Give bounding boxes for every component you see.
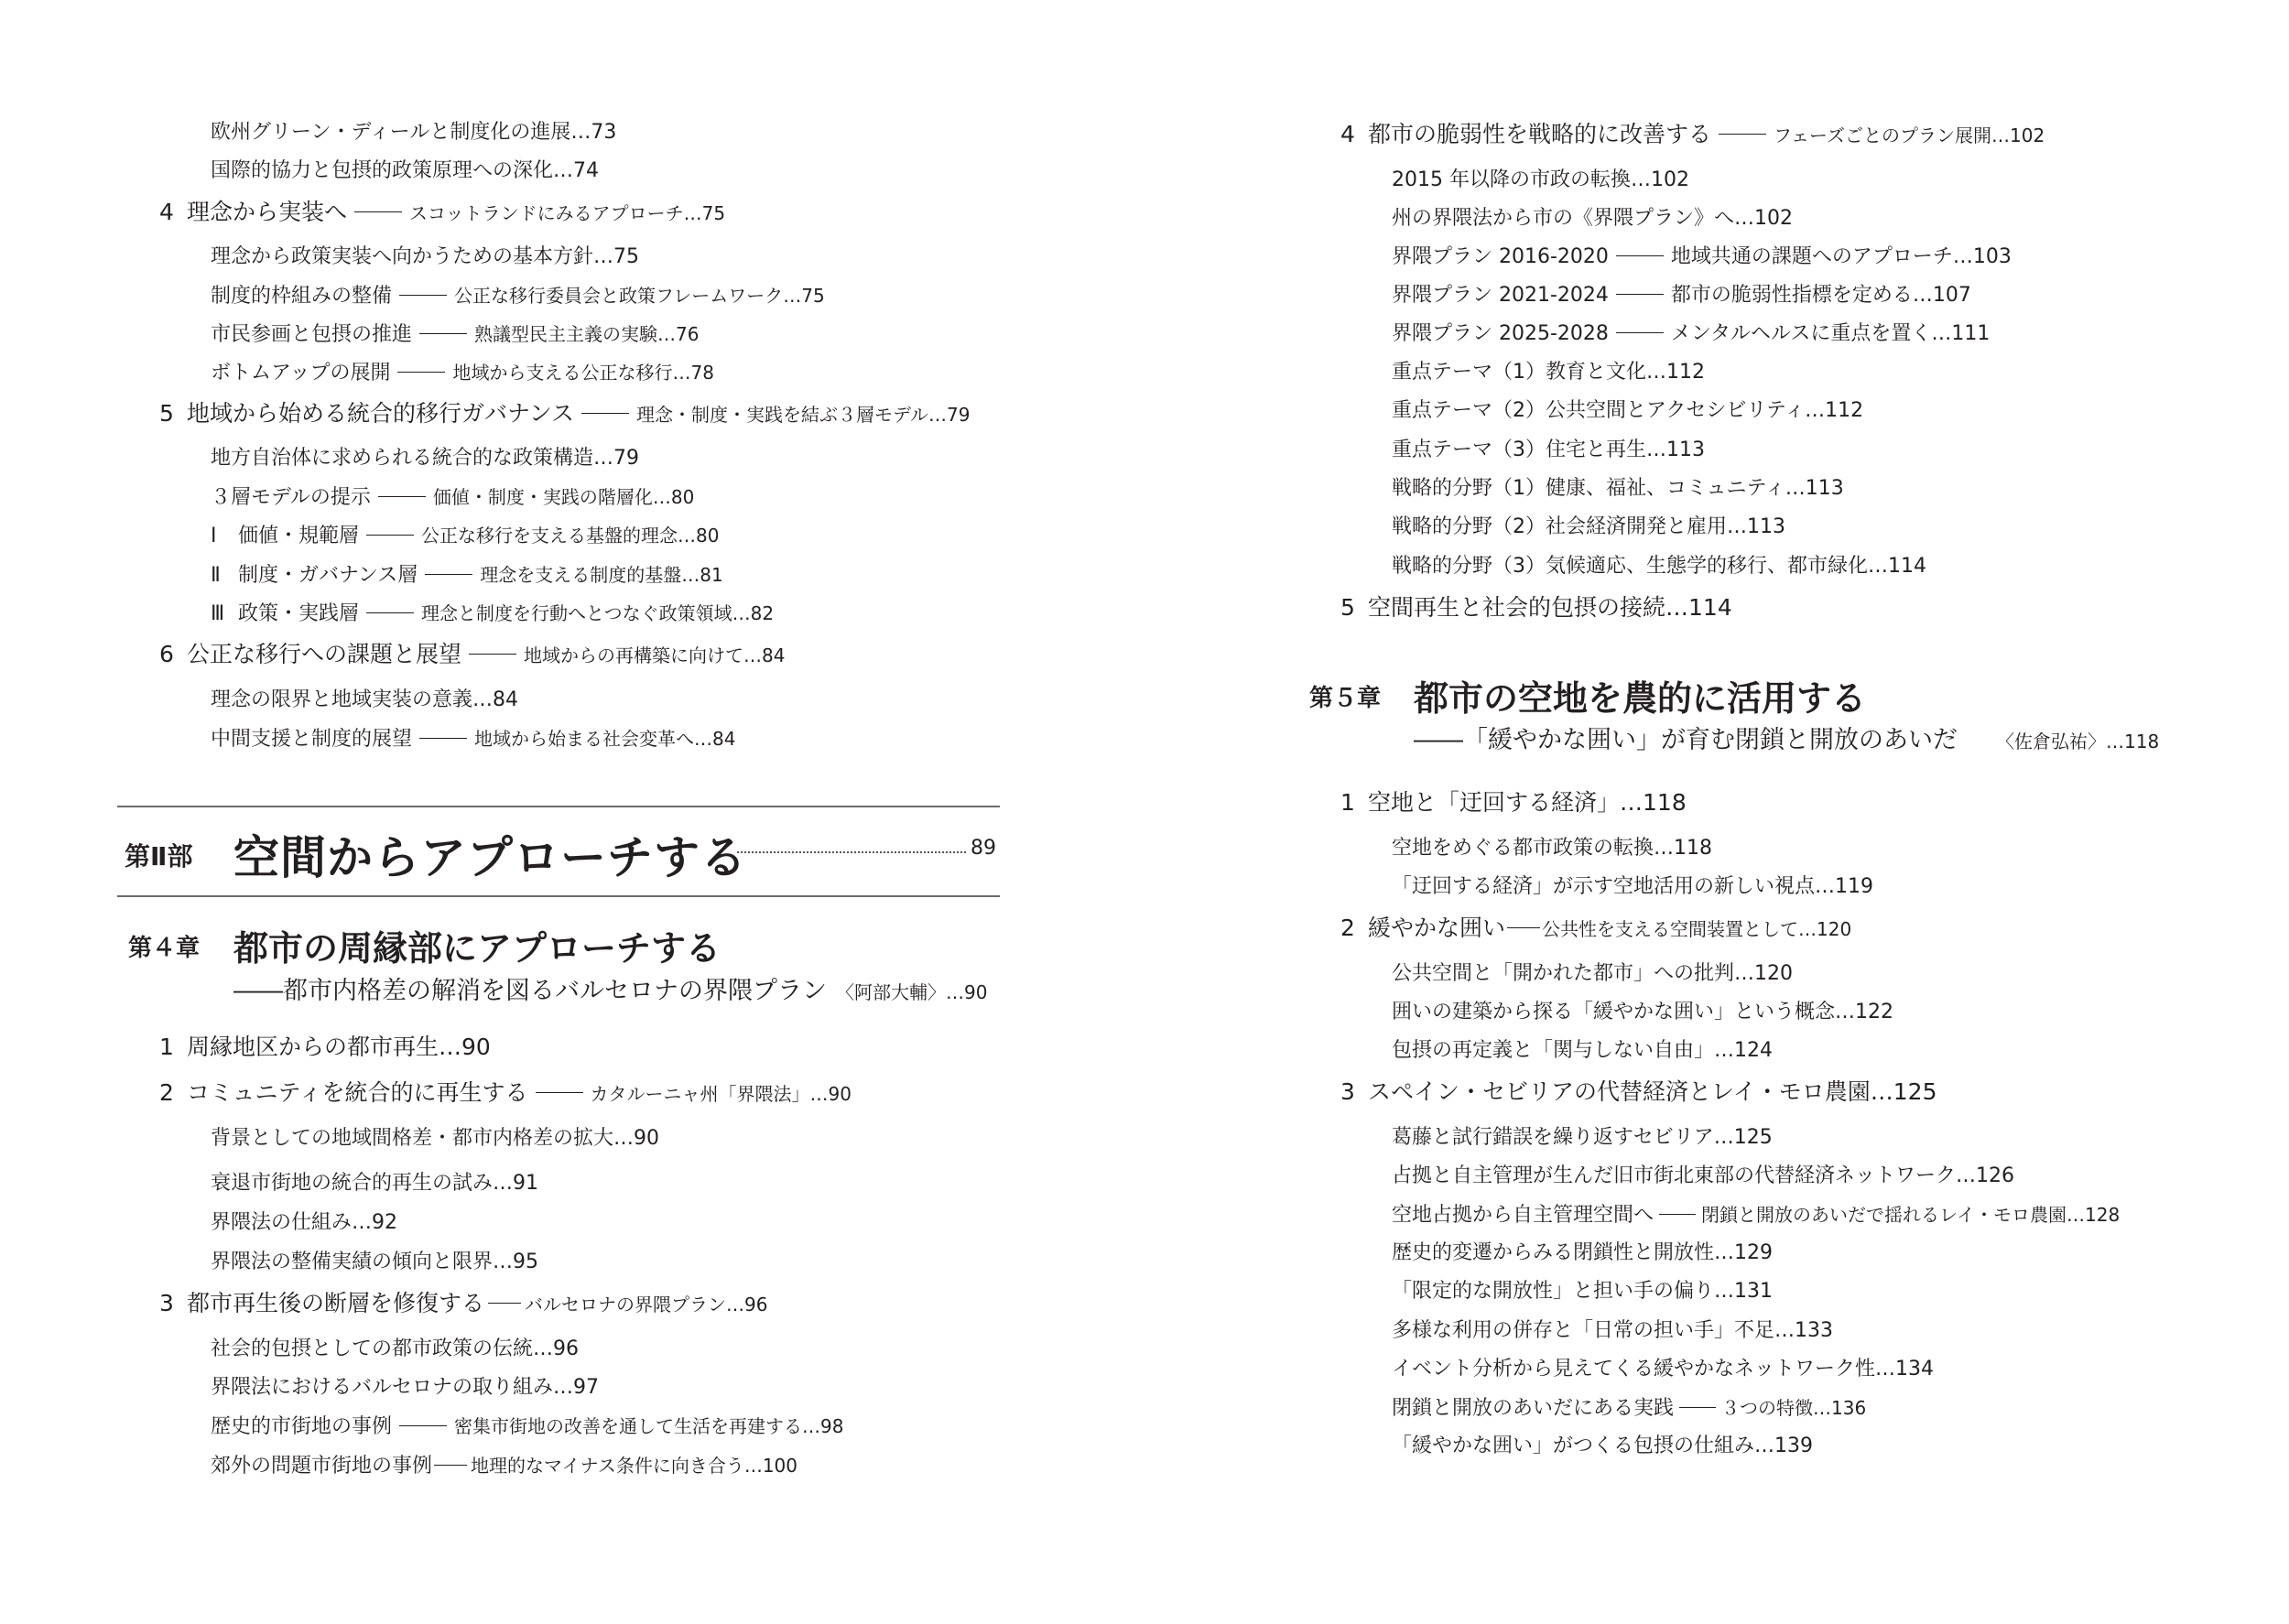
toc-item[interactable]: 界隈プラン 2021-2024 都市の脆弱性指標を定める…107 xyxy=(1392,284,1971,307)
toc-item[interactable]: 重点テーマ（1）教育と文化…112 xyxy=(1392,361,1705,384)
chapter-label: 第５章 xyxy=(1309,685,1382,712)
toc-item[interactable]: 衰退市街地の統合的再生の試み…91 xyxy=(211,1172,538,1195)
toc-item[interactable]: 占拠と自主管理が生んだ旧市街北東部の代替経済ネットワーク…126 xyxy=(1392,1164,2014,1187)
toc-item[interactable]: 社会的包摂としての都市政策の伝統…96 xyxy=(211,1337,579,1360)
toc-item[interactable]: 空地占拠から自主管理空間へ 閉鎖と開放のあいだで揺れるレイ・モロ農園…128 xyxy=(1392,1204,2121,1227)
em-dash xyxy=(397,372,445,373)
em-dash xyxy=(434,1465,467,1466)
part-rule-bottom xyxy=(117,895,1000,897)
em-dash xyxy=(1616,255,1664,256)
toc-item[interactable]: 重点テーマ（2）公共空間とアクセシビリティ…112 xyxy=(1392,399,1864,422)
part-title[interactable]: 空間からアプローチする xyxy=(233,831,747,884)
toc-item[interactable]: 州の界隈法から市の《界隈プラン》へ…102 xyxy=(1392,207,1793,230)
em-dash xyxy=(399,1425,447,1426)
part-rule-top xyxy=(117,806,1000,807)
chapter-subtitle: ――「緩やかな囲い」が育む閉鎖と開放のあいだ 〈佐倉弘祐〉…118 xyxy=(1414,726,2160,754)
toc-item[interactable]: Ⅰ 価値・規範層 公正な移行を支える基盤的理念…80 xyxy=(211,525,720,547)
em-dash xyxy=(1659,1214,1696,1215)
toc-item[interactable]: 背景としての地域間格差・都市内格差の拡大…90 xyxy=(211,1127,659,1150)
part-page: 89 xyxy=(971,837,996,860)
toc-item[interactable]: イベント分析から見えてくる緩やかなネットワーク性…134 xyxy=(1392,1358,1934,1380)
em-dash xyxy=(419,333,467,334)
em-dash xyxy=(581,413,629,414)
toc-item[interactable]: 界隈法の仕組み…92 xyxy=(211,1211,397,1234)
toc-item[interactable]: 歴史的変遷からみる閉鎖性と開放性…129 xyxy=(1392,1241,1773,1264)
em-dash xyxy=(1616,332,1664,333)
toc-section[interactable]: 1 周縁地区からの都市再生…90 xyxy=(159,1034,491,1060)
em-dash xyxy=(366,535,414,536)
toc-item[interactable]: 囲いの建築から探る「緩やかな囲い」という概念…122 xyxy=(1392,1001,1893,1023)
toc-section[interactable]: 5 空間再生と社会的包摂の接続…114 xyxy=(1340,594,1732,621)
toc-section[interactable]: 6 公正な移行への課題と展望 地域からの再構築に向けて…84 xyxy=(159,641,786,667)
leader-dots xyxy=(737,851,966,853)
toc-item[interactable]: 「緩やかな囲い」がつくる包摂の仕組み…139 xyxy=(1392,1435,1813,1457)
toc-section[interactable]: 4 理念から実装へ スコットランドにみるアプローチ…75 xyxy=(159,199,726,225)
toc-section[interactable]: 5 地域から始める統合的移行ガバナンス 理念・制度・実践を結ぶ３層モデル…79 xyxy=(159,400,971,427)
toc-item[interactable]: 中間支援と制度的展望 地域から始まる社会変革へ…84 xyxy=(211,728,736,751)
toc-item[interactable]: 欧州グリーン・ディールと制度化の進展…73 xyxy=(211,121,617,144)
toc-item[interactable]: 地方自治体に求められる統合的な政策構造…79 xyxy=(211,447,639,470)
toc-item[interactable]: Ⅱ 制度・ガバナンス層 理念を支える制度的基盤…81 xyxy=(211,564,723,587)
toc-item[interactable]: 空地をめぐる都市政策の転換…118 xyxy=(1392,837,1712,860)
chapter-author: 〈阿部大輔〉 xyxy=(836,981,946,1003)
em-dash xyxy=(1616,294,1664,295)
toc-item[interactable]: 理念から政策実装へ向かうための基本方針…75 xyxy=(211,245,639,268)
chapter-author: 〈佐倉弘祐〉 xyxy=(1996,731,2106,752)
toc-section[interactable]: 2 コミュニティを統合的に再生する カタルーニャ州「界隈法」…90 xyxy=(159,1079,852,1106)
toc-item[interactable]: 「限定的な開放性」と担い手の偏り…131 xyxy=(1392,1280,1773,1303)
toc-section[interactable]: 3 スペイン・セビリアの代替経済とレイ・モロ農園…125 xyxy=(1340,1078,1937,1105)
toc-item[interactable]: ３層モデルの提示 価値・制度・実践の階層化…80 xyxy=(211,486,695,509)
toc-item[interactable]: Ⅲ 政策・実践層 理念と制度を行動へとつなぐ政策領域…82 xyxy=(211,602,775,625)
toc-section[interactable]: 2 緩やかな囲い 公共性を支える空間装置として…120 xyxy=(1340,915,1852,941)
em-dash xyxy=(1719,134,1766,135)
toc-item[interactable]: 郊外の問題市街地の事例 地理的なマイナス条件に向き合う…100 xyxy=(211,1455,797,1478)
toc-item[interactable]: 界隈プラン 2016-2020 地域共通の課題へのアプローチ…103 xyxy=(1392,245,2012,268)
toc-item[interactable]: 界隈プラン 2025-2028 メンタルヘルスに重点を置く…111 xyxy=(1392,322,1991,345)
part-label: 第Ⅱ部 xyxy=(125,841,193,872)
em-dash xyxy=(425,574,472,575)
toc-item[interactable]: 界隈法の整備実績の傾向と限界…95 xyxy=(211,1250,538,1273)
toc-section[interactable]: 4 都市の脆弱性を戦略的に改善する フェーズごとのプラン展開…102 xyxy=(1340,121,2045,147)
toc-item[interactable]: 戦略的分野（3）気候適応、生態学的移行、都市緑化…114 xyxy=(1392,555,1926,578)
chapter-subtitle: ――都市内格差の解消を図るバルセロナの界隈プラン 〈阿部大輔〉…90 xyxy=(233,977,988,1005)
em-dash xyxy=(536,1092,583,1093)
em-dash xyxy=(366,612,414,613)
toc-item[interactable]: 重点テーマ（3）住宅と再生…113 xyxy=(1392,438,1705,461)
em-dash xyxy=(488,1303,521,1304)
chapter-title[interactable]: 都市の周縁部にアプローチする xyxy=(233,928,721,969)
toc-item[interactable]: ボトムアップの展開 地域から支える公正な移行…78 xyxy=(211,362,714,384)
toc-item[interactable]: 国際的協力と包摂的政策原理への深化…74 xyxy=(211,159,599,182)
toc-item[interactable]: 包摂の再定義と「関与しない自由」…124 xyxy=(1392,1039,1773,1062)
em-dash xyxy=(354,211,402,212)
em-dash xyxy=(419,738,467,739)
toc-item[interactable]: 市民参画と包摂の推進 熟議型民主主義の実験…76 xyxy=(211,323,700,346)
toc-item[interactable]: 葛藤と試行錯誤を繰り返すセビリア…125 xyxy=(1392,1126,1773,1149)
toc-section[interactable]: 3 都市再生後の断層を修復する バルセロナの界隈プラン…96 xyxy=(159,1290,768,1316)
toc-item[interactable]: 多様な利用の併存と「日常の担い手」不足…133 xyxy=(1392,1319,1833,1342)
toc-item[interactable]: 制度的枠組みの整備 公正な移行委員会と政策フレームワーク…75 xyxy=(211,285,825,308)
chapter-title[interactable]: 都市の空地を農的に活用する xyxy=(1414,678,1867,719)
em-dash xyxy=(1507,927,1540,928)
em-dash xyxy=(1679,1407,1716,1408)
toc-item[interactable]: 公共空間と「開かれた都市」への批判…120 xyxy=(1392,962,1793,985)
toc-section[interactable]: 1 空地と「迂回する経済」…118 xyxy=(1340,789,1687,816)
toc-item[interactable]: 戦略的分野（1）健康、福祉、コミュニティ…113 xyxy=(1392,477,1844,500)
toc-item[interactable]: 歴史的市街地の事例 密集市街地の改善を通して生活を再建する…98 xyxy=(211,1415,844,1438)
toc-item[interactable]: 界隈法におけるバルセロナの取り組み…97 xyxy=(211,1376,599,1399)
chapter-label: 第４章 xyxy=(128,935,201,962)
toc-item[interactable]: 戦略的分野（2）社会経済開発と雇用…113 xyxy=(1392,515,1785,538)
em-dash xyxy=(399,295,447,296)
em-dash xyxy=(378,496,426,497)
toc-item[interactable]: 閉鎖と開放のあいだにある実践 ３つの特徴…136 xyxy=(1392,1397,1867,1420)
toc-item[interactable]: 理念の限界と地域実装の意義…84 xyxy=(211,688,518,711)
em-dash xyxy=(469,654,516,655)
toc-item[interactable]: 2015 年以降の市政の転換…102 xyxy=(1392,168,1689,191)
toc-item[interactable]: 「迂回する経済」が示す空地活用の新しい視点…119 xyxy=(1392,875,1873,898)
